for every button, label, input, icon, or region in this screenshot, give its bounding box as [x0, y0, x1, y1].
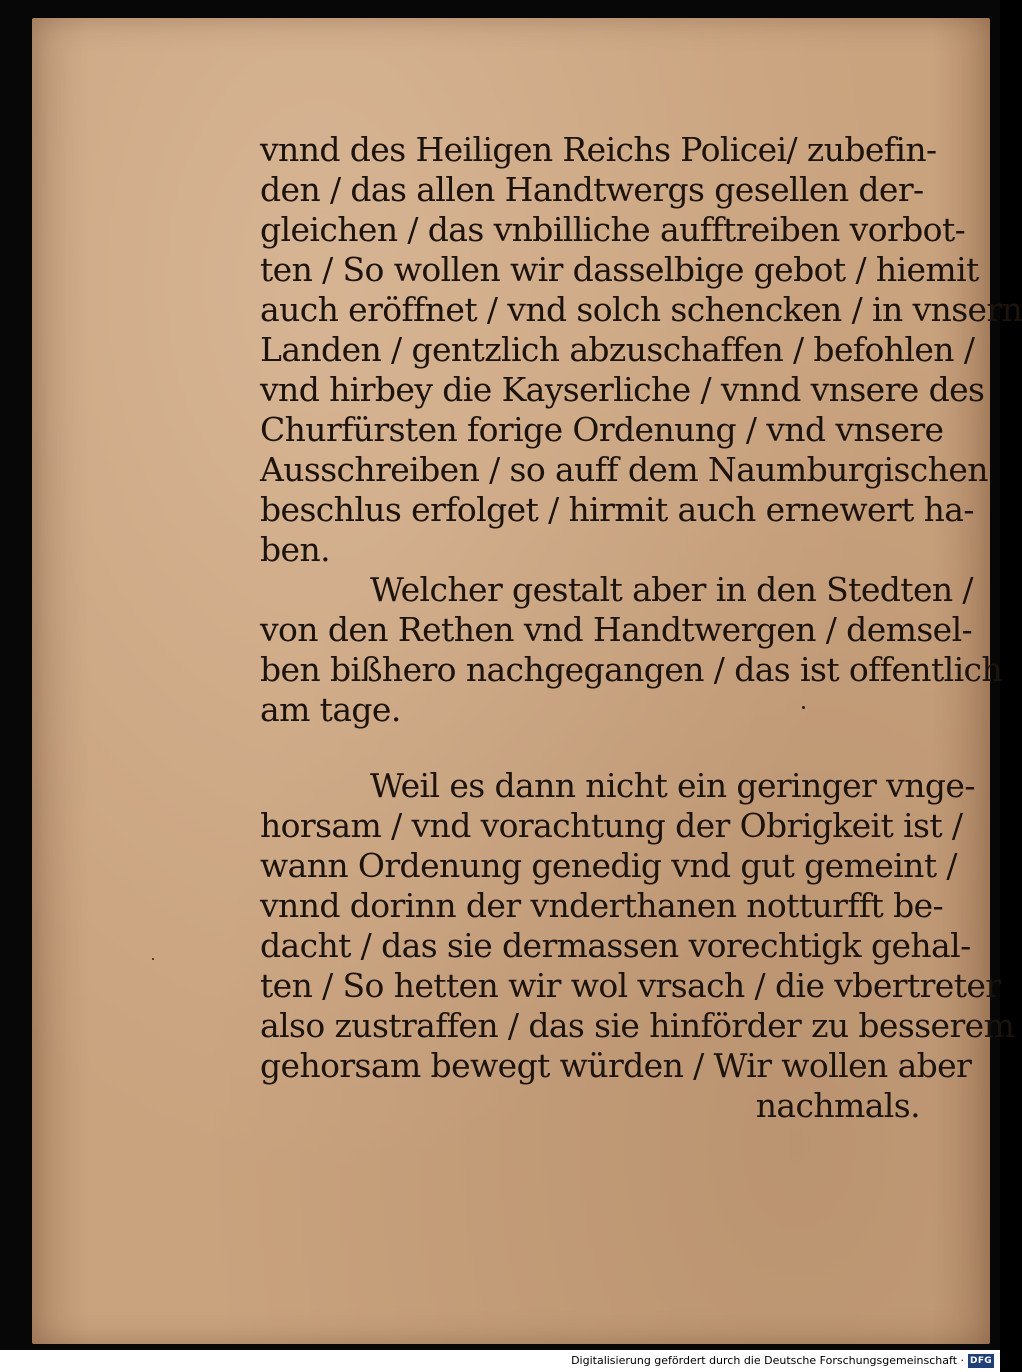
text-line: dacht / das sie dermassen vorechtigk gehal-: [260, 926, 971, 965]
text-line: ten / So hetten wir wol vrsach / die vbertreter: [260, 966, 1001, 1005]
paragraph-start-line: Welcher gestalt aber in den Stedten /: [370, 570, 973, 609]
footer-bar: [0, 1350, 1000, 1372]
document-page: [32, 18, 1022, 1344]
text-line: ben bißhero nachgegangen / das ist offentlich: [260, 650, 1003, 689]
text-line: auch eröffnet / vnd solch schencken / in vnsern: [260, 290, 1022, 329]
text-line: beschlus erfolget / hirmit auch ernewert ha-: [260, 490, 974, 529]
text-line: den / das allen Handtwergs gesellen der-: [260, 170, 924, 209]
text-line: von den Rethen vnd Handtwergen / demsel-: [260, 610, 973, 649]
text-line: ten / So wollen wir dasselbige gebot / hiemit: [260, 250, 979, 289]
text-line: vnnd des Heiligen Reichs Policei/ zubefin-: [260, 130, 937, 169]
text-line: am tage.: [260, 690, 401, 729]
text-line: wann Ordenung genedig vnd gut gemeint /: [260, 846, 957, 885]
text-line: vnd hirbey die Kayserliche / vnnd vnsere des: [260, 370, 985, 409]
paper-speck: [152, 958, 154, 960]
text-line: Churfürsten forige Ordenung / vnd vnsere: [260, 410, 944, 449]
paper-speck: [802, 706, 805, 709]
text-line: vnnd dorinn der vnderthanen notturfft be-: [260, 886, 944, 925]
paragraph-start-line: Weil es dann nicht ein geringer vnge-: [370, 766, 975, 805]
funding-credit: Digitalisierung gefördert durch die Deutsche Forschungsgemeinschaft ·: [571, 1354, 964, 1367]
text-line: also zustraffen / das sie hinförder zu besserem: [260, 1006, 1015, 1045]
paragraph-gap: [260, 730, 928, 766]
text-line: gehorsam bewegt würden / Wir wollen aber: [260, 1046, 972, 1085]
text-line: horsam / vnd vorachtung der Obrigkeit ist /: [260, 806, 963, 845]
text-line: gleichen / das vnbilliche aufftreiben vorbot-: [260, 210, 966, 249]
body-text: [260, 130, 1022, 1126]
catchword: nachmals.: [755, 1086, 920, 1125]
text-line: Ausschreiben / so auff dem Naumburgischen: [260, 450, 988, 489]
text-line: Landen / gentzlich abzuschaffen / befohlen /: [260, 330, 975, 369]
dfg-logo-icon: DFG: [968, 1354, 994, 1368]
text-line: ben.: [260, 530, 330, 569]
